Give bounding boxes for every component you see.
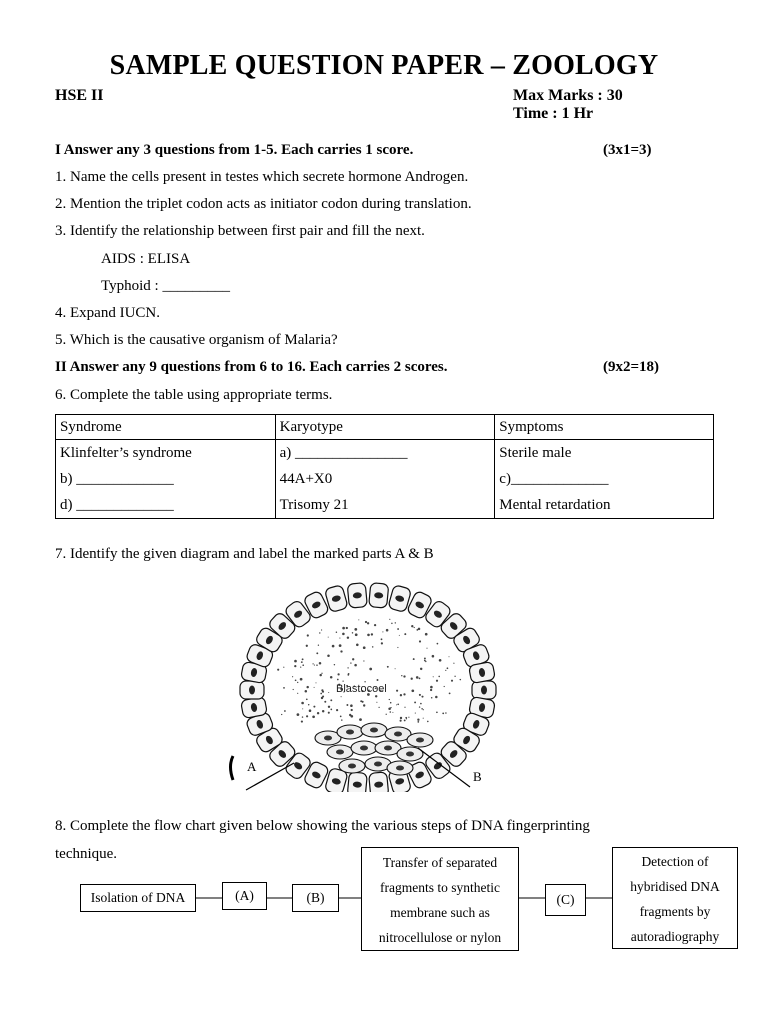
table-cell: Sterile male <box>495 440 714 467</box>
question-3-pair: AIDS : ELISA <box>101 251 191 267</box>
table-cell: b) _____________ <box>56 466 276 492</box>
question-6: 6. Complete the table using appropriate terms. <box>55 387 333 403</box>
question-1: 1. Name the cells present in testes which secrete hormone Androgen. <box>55 169 469 185</box>
table-header-cell: Symptoms <box>495 415 714 440</box>
paper-title: SAMPLE QUESTION PAPER – ZOOLOGY <box>109 50 659 81</box>
question-3: 3. Identify the relationship between first pair and fill the next. <box>55 223 425 239</box>
table-cell: d) _____________ <box>56 492 276 519</box>
max-marks: Max Marks : 30 <box>513 87 623 104</box>
label-b: B <box>473 769 482 784</box>
question-3-blank: Typhoid : _________ <box>101 278 230 294</box>
time-allowed: Time : 1 Hr <box>513 105 594 122</box>
class-label: HSE II <box>55 87 104 104</box>
section2-marks: (9x2=18) <box>603 359 660 375</box>
flow-text-line: nitrocellulose or nylon <box>378 929 502 945</box>
table-header-cell: Syndrome <box>56 415 276 440</box>
flow-step-b: (B) <box>292 884 339 912</box>
question-2: 2. Mention the triplet codon acts as initiator codon during translation. <box>55 196 472 212</box>
label-a: A <box>247 759 257 774</box>
flow-text-line: membrane such as <box>390 904 490 920</box>
flow-text-line: fragments by <box>639 903 711 919</box>
flow-step-c: (C) <box>545 884 586 916</box>
flow-text-line: autoradiography <box>630 928 720 944</box>
table-cell: Klinfelter’s syndrome <box>56 440 276 467</box>
section2-instruction: II Answer any 9 questions from 6 to 16. Each carries 2 scores. <box>55 359 448 375</box>
question-8-cont: technique. <box>55 846 118 862</box>
table-cell: c)_____________ <box>495 466 714 492</box>
flow-text-line: Transfer of separated <box>382 854 498 870</box>
flow-text-line: Detection of <box>641 853 709 869</box>
blastocoel-label: Blastocoel <box>336 683 387 695</box>
flow-step-isolation: Isolation of DNA <box>80 884 196 912</box>
section1-marks: (3x1=3) <box>603 142 652 158</box>
flow-step-detection <box>612 847 738 949</box>
table-cell: 44A+X0 <box>275 466 495 492</box>
flow-text-line: hybridised DNA <box>630 878 720 894</box>
question-8: 8. Complete the flow chart given below showing the various steps of DNA fingerprinting <box>55 818 590 834</box>
flow-step-a: (A) <box>222 882 267 910</box>
flow-text-line: fragments to synthetic <box>380 879 500 895</box>
table-cell: Trisomy 21 <box>275 492 495 519</box>
table-cell: a) _______________ <box>275 440 495 467</box>
flow-step-transfer <box>361 847 519 951</box>
table-header-cell: Karyotype <box>275 415 495 440</box>
question-7: 7. Identify the given diagram and label the marked parts A & B <box>55 546 434 562</box>
question-5: 5. Which is the causative organism of Malaria? <box>55 332 338 348</box>
question-4: 4. Expand IUCN. <box>55 305 160 321</box>
table-cell: Mental retardation <box>495 492 714 519</box>
section1-instruction: I Answer any 3 questions from 1-5. Each carries 1 score. <box>55 142 414 158</box>
